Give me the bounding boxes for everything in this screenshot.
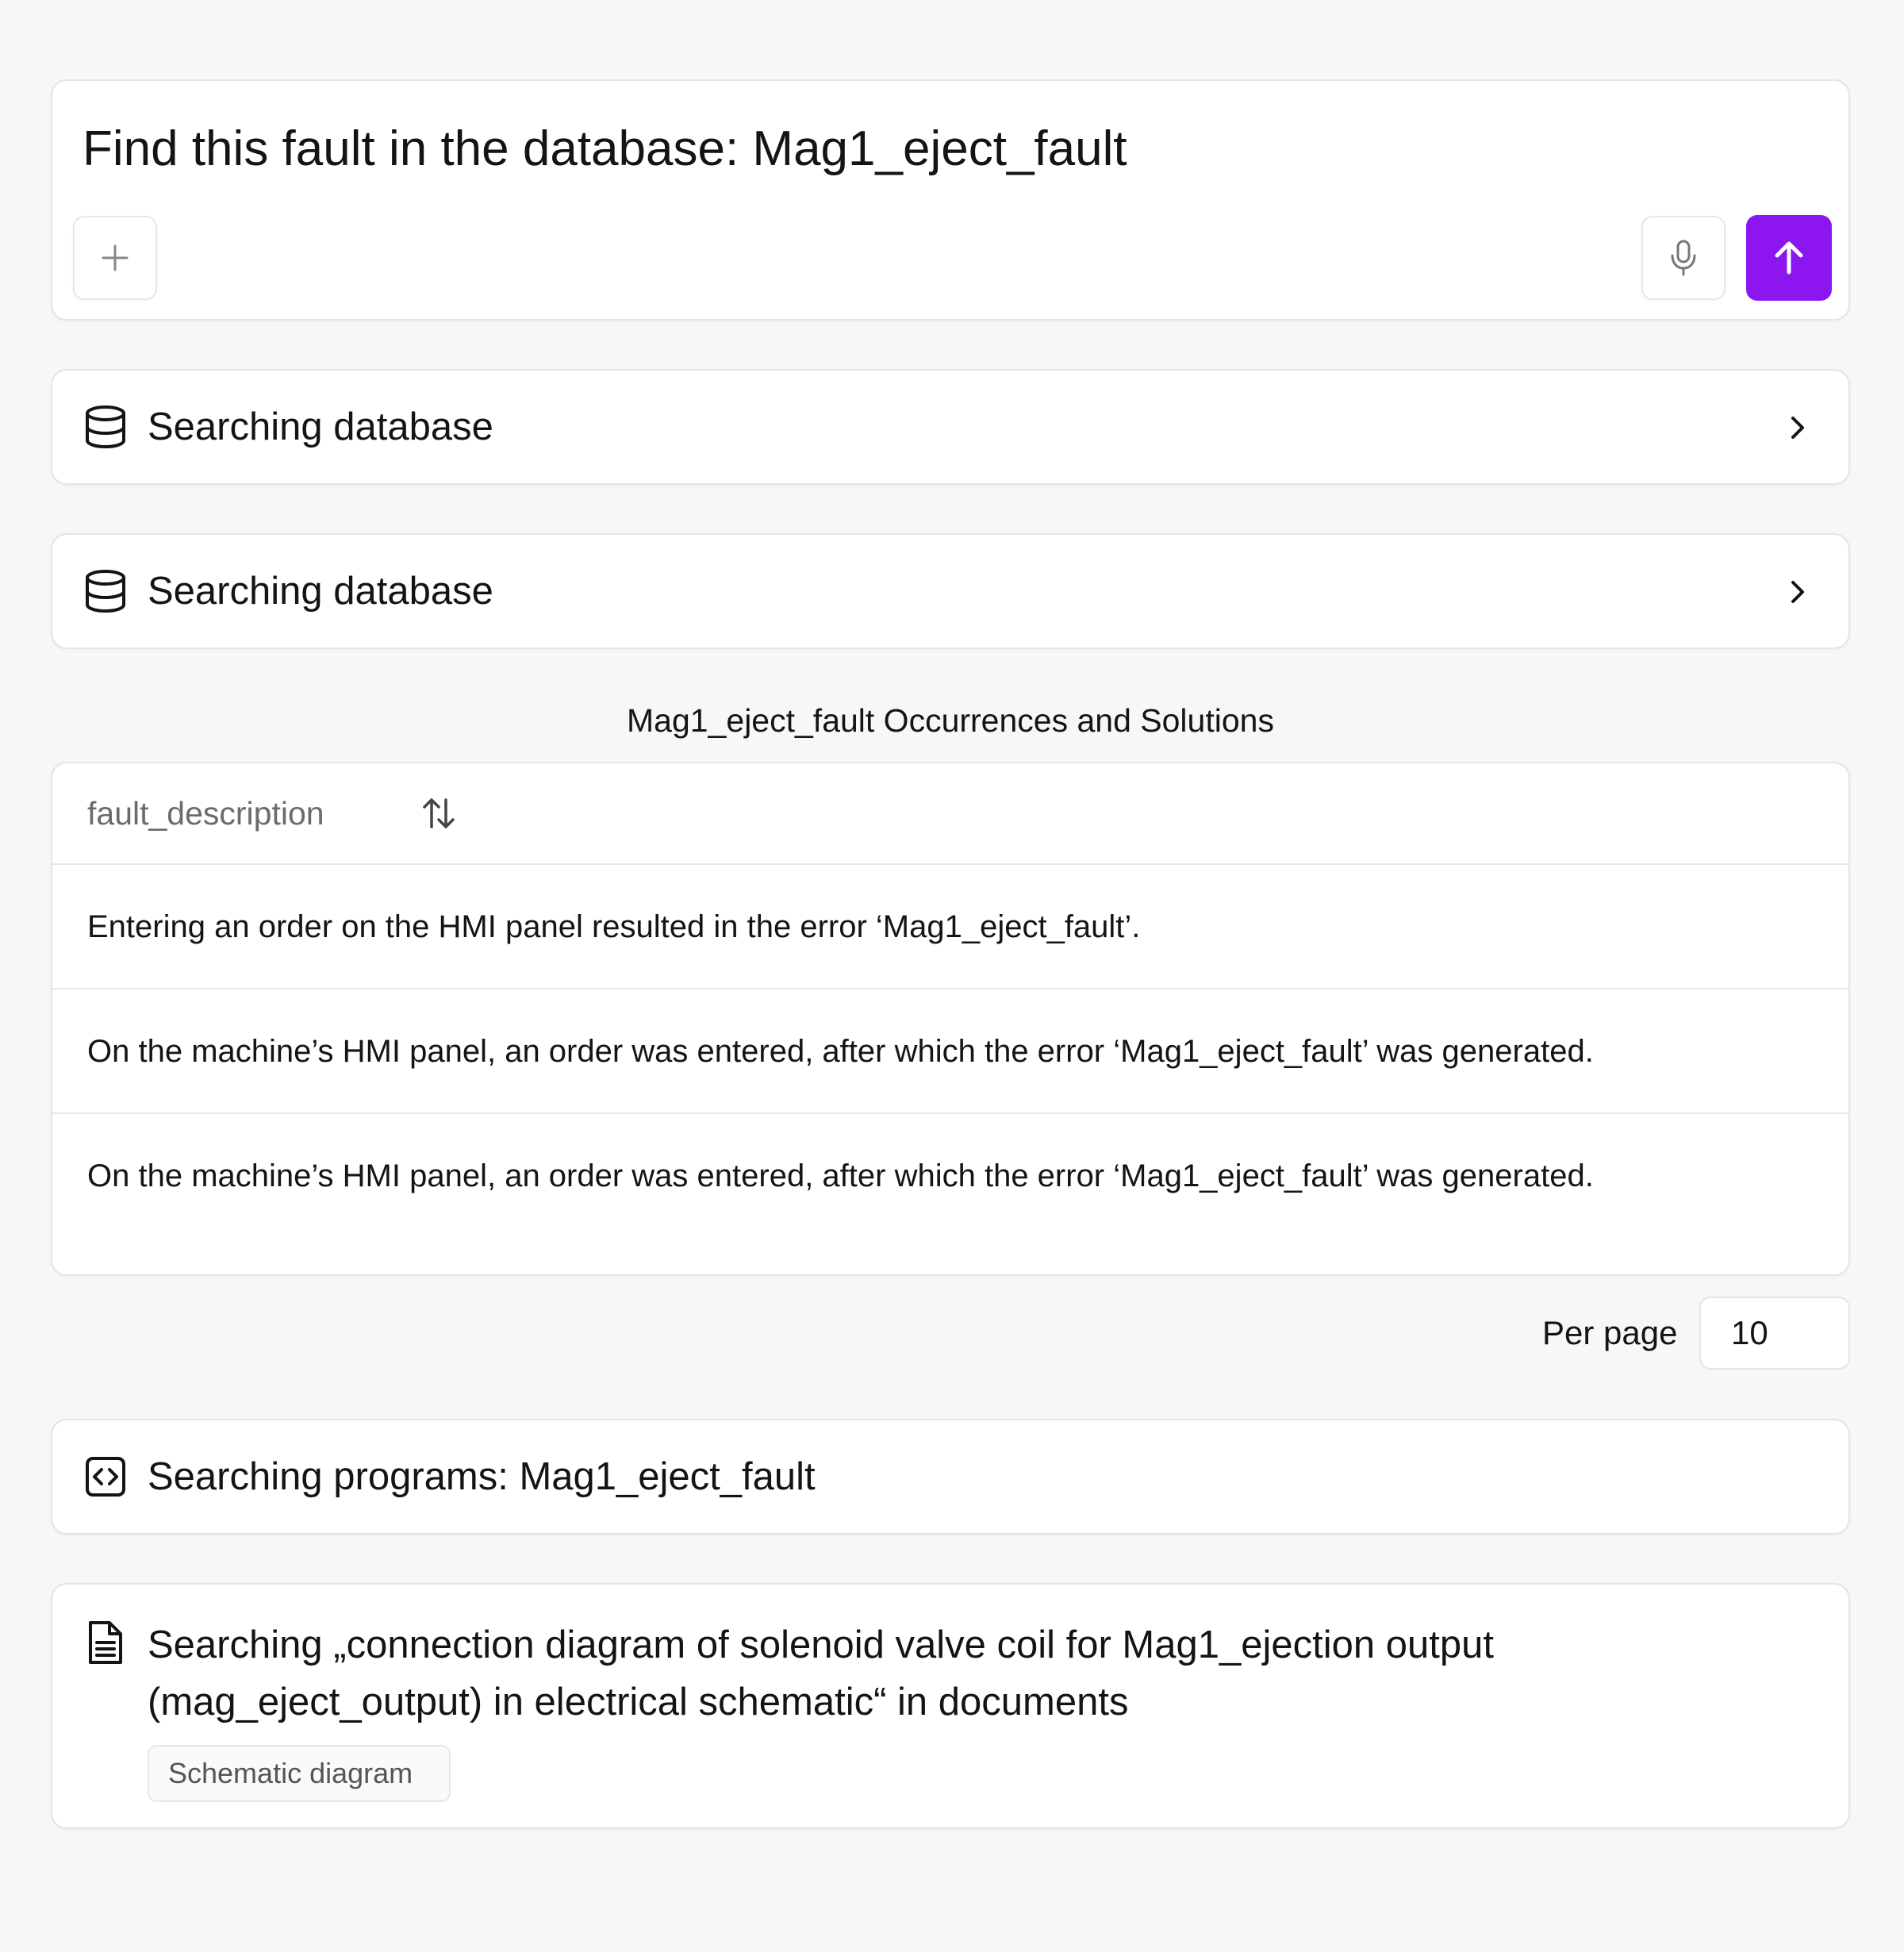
step-label: Searching programs: Mag1_eject_fault (148, 1455, 816, 1498)
per-page-select[interactable]: 10 (1699, 1297, 1850, 1370)
table-row (52, 989, 1848, 1114)
prompt-box (51, 79, 1850, 321)
table-cell: On the machine’s HMI panel, an order was entered, after which the error ‘Mag1_eject_fault’ was generated. (87, 1159, 1594, 1193)
step-searching-database[interactable] (51, 533, 1850, 649)
arrow-up-icon (1768, 237, 1810, 279)
step-searching-database[interactable] (51, 369, 1850, 485)
microphone-button[interactable] (1641, 216, 1726, 300)
plus-icon (99, 242, 131, 274)
step-searching-programs[interactable] (51, 1419, 1850, 1535)
table-cell: On the machine’s HMI panel, an order was entered, after which the error ‘Mag1_eject_fault’ was generated. (87, 1034, 1594, 1069)
document-icon (83, 1620, 129, 1666)
prompt-input[interactable]: Find this fault in the database: Mag1_eject_fault (83, 121, 1127, 176)
microphone-icon (1666, 238, 1701, 278)
database-icon (83, 568, 129, 614)
table-row (52, 865, 1848, 989)
column-header-fault-description[interactable]: fault_description (87, 795, 324, 832)
add-attachment-button[interactable] (73, 216, 157, 300)
step-label: Searching „connection diagram of solenoid valve coil for Mag1_ejection output (mag_eject_output) in electrical schematic“ in documents (148, 1623, 1494, 1723)
document-tag[interactable]: Schematic diagram (148, 1745, 451, 1802)
chevron-right-icon (1782, 412, 1814, 444)
sort-icon[interactable] (420, 795, 457, 832)
table-row (52, 1114, 1848, 1239)
code-icon (83, 1454, 129, 1500)
step-searching-documents[interactable] (51, 1583, 1850, 1829)
step-label: Searching database (148, 405, 493, 448)
chevron-right-icon (1782, 576, 1814, 608)
per-page-label: Per page (1542, 1314, 1678, 1351)
database-icon (83, 404, 129, 450)
table-title: Mag1_eject_fault Occurrences and Solutions (627, 702, 1274, 739)
send-button[interactable] (1746, 215, 1832, 301)
table-header (52, 763, 1848, 865)
step-label: Searching database (148, 570, 493, 613)
results-table (51, 762, 1850, 1276)
table-cell: Entering an order on the HMI panel resulted in the error ‘Mag1_eject_fault’. (87, 909, 1141, 944)
